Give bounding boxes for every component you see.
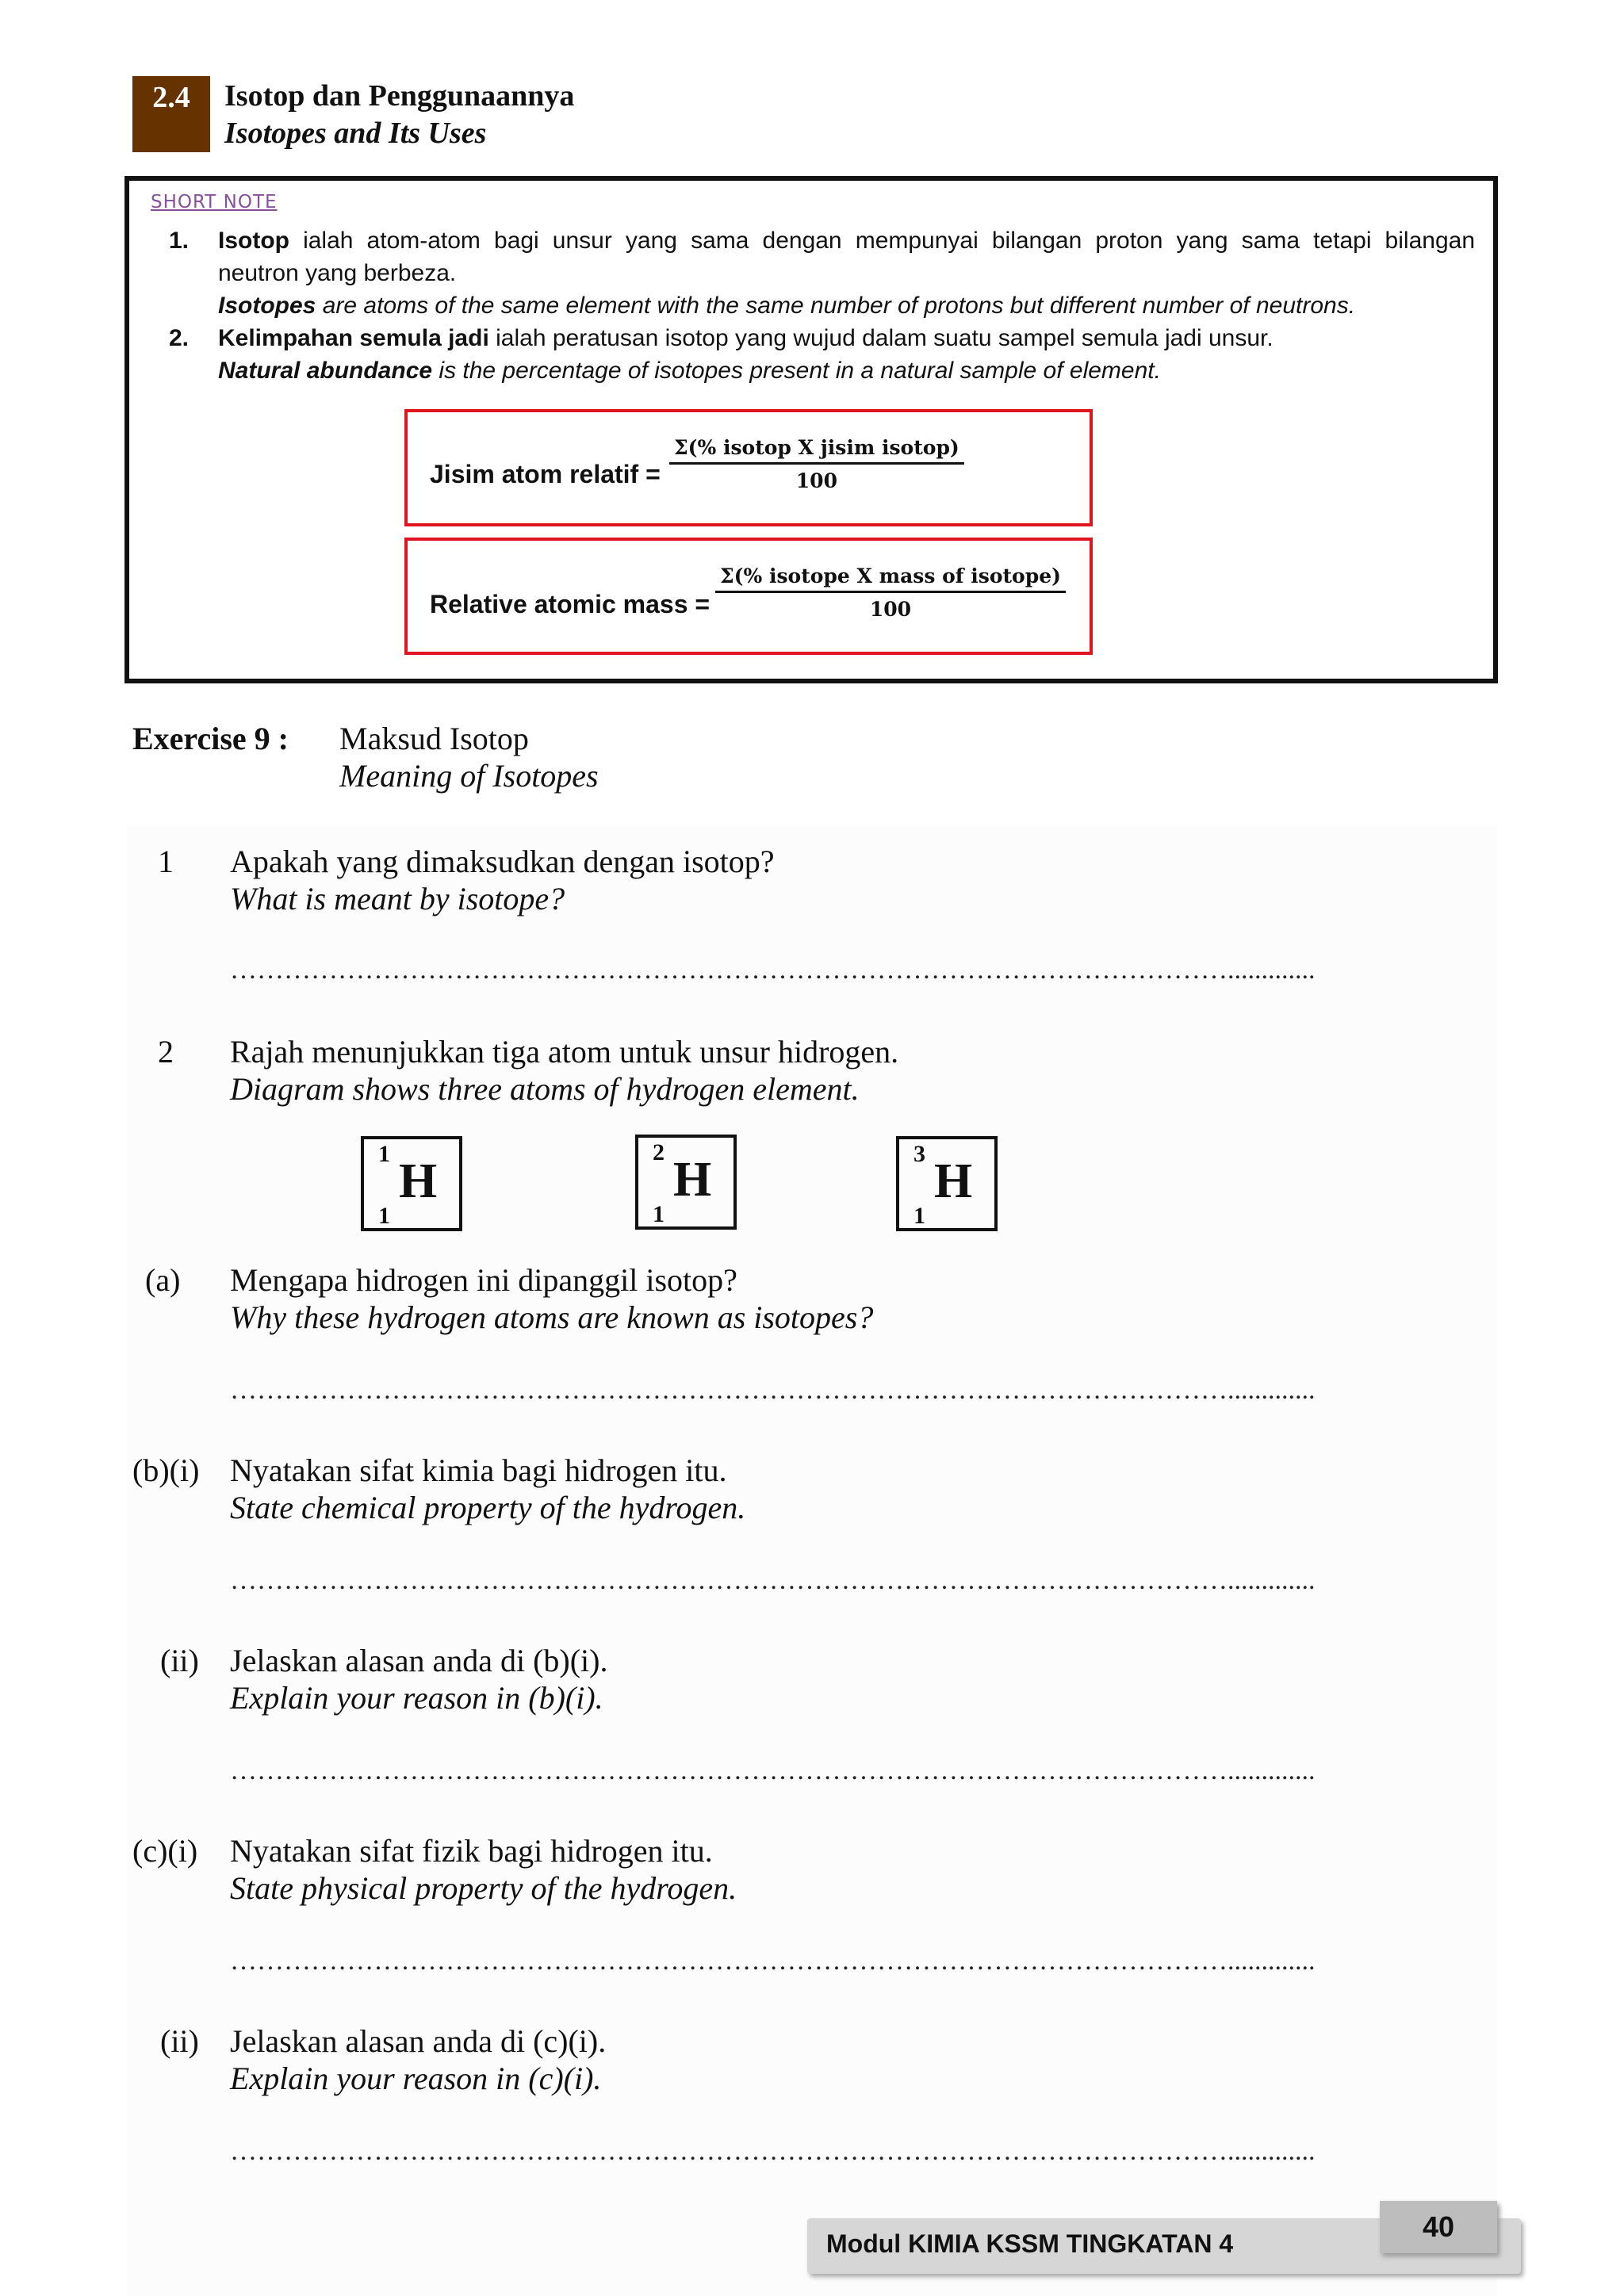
- page-number: 40: [1380, 2201, 1497, 2253]
- formula-denominator: 100: [869, 598, 912, 621]
- answer-line[interactable]: ………………………………………………………………………………………………….............: [230, 2137, 1316, 2166]
- hydrogen-3-atom-box: [896, 1136, 998, 1231]
- question-2-en: Diagram shows three atoms of hydrogen element.: [230, 1071, 860, 1107]
- formula-box-ms: [404, 409, 1093, 526]
- short-note-label: SHORT NOTE: [151, 192, 278, 212]
- question-1-en: What is meant by isotope?: [230, 881, 565, 916]
- formula-fraction-ms: [669, 436, 964, 492]
- question-c-i-en: State physical property of the hydrogen.: [230, 1870, 737, 1906]
- mass-number: 2: [653, 1139, 665, 1165]
- question-1-ms: Apakah yang dimaksudkan dengan isotop?: [230, 844, 775, 879]
- note-item-2-ms: Kelimpahan semula jadi ialah peratusan isotop yang wujud dalam suatu sampel semula jadi unsur.: [218, 325, 1274, 351]
- mass-number: 3: [914, 1141, 925, 1167]
- note-item-number: 2.: [169, 325, 190, 351]
- formula-label-ms: Jisim atom relatif =: [430, 460, 661, 488]
- question-number: (b)(i): [132, 1452, 200, 1488]
- section-subtitle: Isotopes and Its Uses: [224, 117, 487, 150]
- formula-numerator: Σ(% isotop X jisim isotop): [669, 436, 964, 465]
- answer-line[interactable]: ………………………………………………………………………………………………….............: [230, 955, 1316, 985]
- element-symbol: H: [673, 1153, 712, 1207]
- answer-line[interactable]: ………………………………………………………………………………………………….............: [230, 1566, 1316, 1595]
- formula-label-en: Relative atomic mass =: [430, 590, 710, 618]
- question-b-ii-en: Explain your reason in (b)(i).: [230, 1680, 603, 1716]
- question-number: (c)(i): [132, 1833, 198, 1869]
- formula-fraction-en: [715, 564, 1066, 621]
- question-number: (ii): [160, 2023, 199, 2059]
- footer-module-title: Modul KIMIA KSSM TINGKATAN 4: [826, 2229, 1234, 2258]
- question-a-en: Why these hydrogen atoms are known as isotopes?: [230, 1299, 874, 1335]
- proton-number: 1: [653, 1201, 665, 1227]
- question-number: (ii): [160, 1643, 199, 1678]
- answer-line[interactable]: ………………………………………………………………………………………………….............: [230, 1756, 1316, 1785]
- question-b-i-ms: Nyatakan sifat kimia bagi hidrogen itu.: [230, 1452, 727, 1488]
- note-item-1-ms-line2: neutron yang berbeza.: [218, 260, 457, 286]
- proton-number: 1: [914, 1203, 925, 1229]
- question-c-i-ms: Nyatakan sifat fizik bagi hidrogen itu.: [230, 1833, 713, 1869]
- answer-line[interactable]: ………………………………………………………………………………………………….............: [230, 1946, 1316, 1976]
- formula-denominator: 100: [795, 469, 837, 492]
- question-b-ii-ms: Jelaskan alasan anda di (b)(i).: [230, 1643, 608, 1678]
- hydrogen-1-atom-box: [361, 1136, 462, 1231]
- hydrogen-2-atom-box: [635, 1135, 737, 1230]
- element-symbol: H: [399, 1154, 438, 1208]
- exercise-title-en: Meaning of Isotopes: [339, 758, 599, 794]
- proton-number: 1: [378, 1203, 390, 1229]
- element-symbol: H: [934, 1154, 973, 1208]
- question-b-i-en: State chemical property of the hydrogen.: [230, 1490, 746, 1525]
- note-item-1-ms-line1: Isotop ialah atom-atom bagi unsur yang sama dengan mempunyai bilangan proton yang sama tetapi bilangan: [218, 228, 1475, 254]
- note-item-1-en: Isotopes are atoms of the same element with the same number of protons but different number of neutrons.: [218, 293, 1356, 319]
- note-item-number: 1.: [169, 228, 190, 254]
- mass-number: 1: [378, 1141, 390, 1167]
- question-number: 1: [158, 844, 174, 879]
- question-a-ms: Mengapa hidrogen ini dipanggil isotop?: [230, 1262, 737, 1298]
- answer-line[interactable]: ………………………………………………………………………………………………….............: [230, 1376, 1316, 1405]
- question-c-ii-ms: Jelaskan alasan anda di (c)(i).: [230, 2023, 607, 2059]
- formula-numerator: Σ(% isotope X mass of isotope): [715, 564, 1066, 593]
- exercise-label: Exercise 9 :: [132, 721, 289, 756]
- question-2-ms: Rajah menunjukkan tiga atom untuk unsur hidrogen.: [230, 1034, 899, 1070]
- exercise-title-ms: Maksud Isotop: [339, 721, 529, 756]
- question-number: 2: [158, 1034, 174, 1070]
- section-title: Isotop dan Penggunaannya: [224, 79, 575, 113]
- note-item-2-en: Natural abundance is the percentage of isotopes present in a natural sample of element.: [218, 358, 1161, 384]
- question-number: (a): [145, 1262, 181, 1298]
- question-c-ii-en: Explain your reason in (c)(i).: [230, 2061, 602, 2096]
- section-number: 2.4: [132, 76, 210, 152]
- formula-box-en: [404, 538, 1093, 655]
